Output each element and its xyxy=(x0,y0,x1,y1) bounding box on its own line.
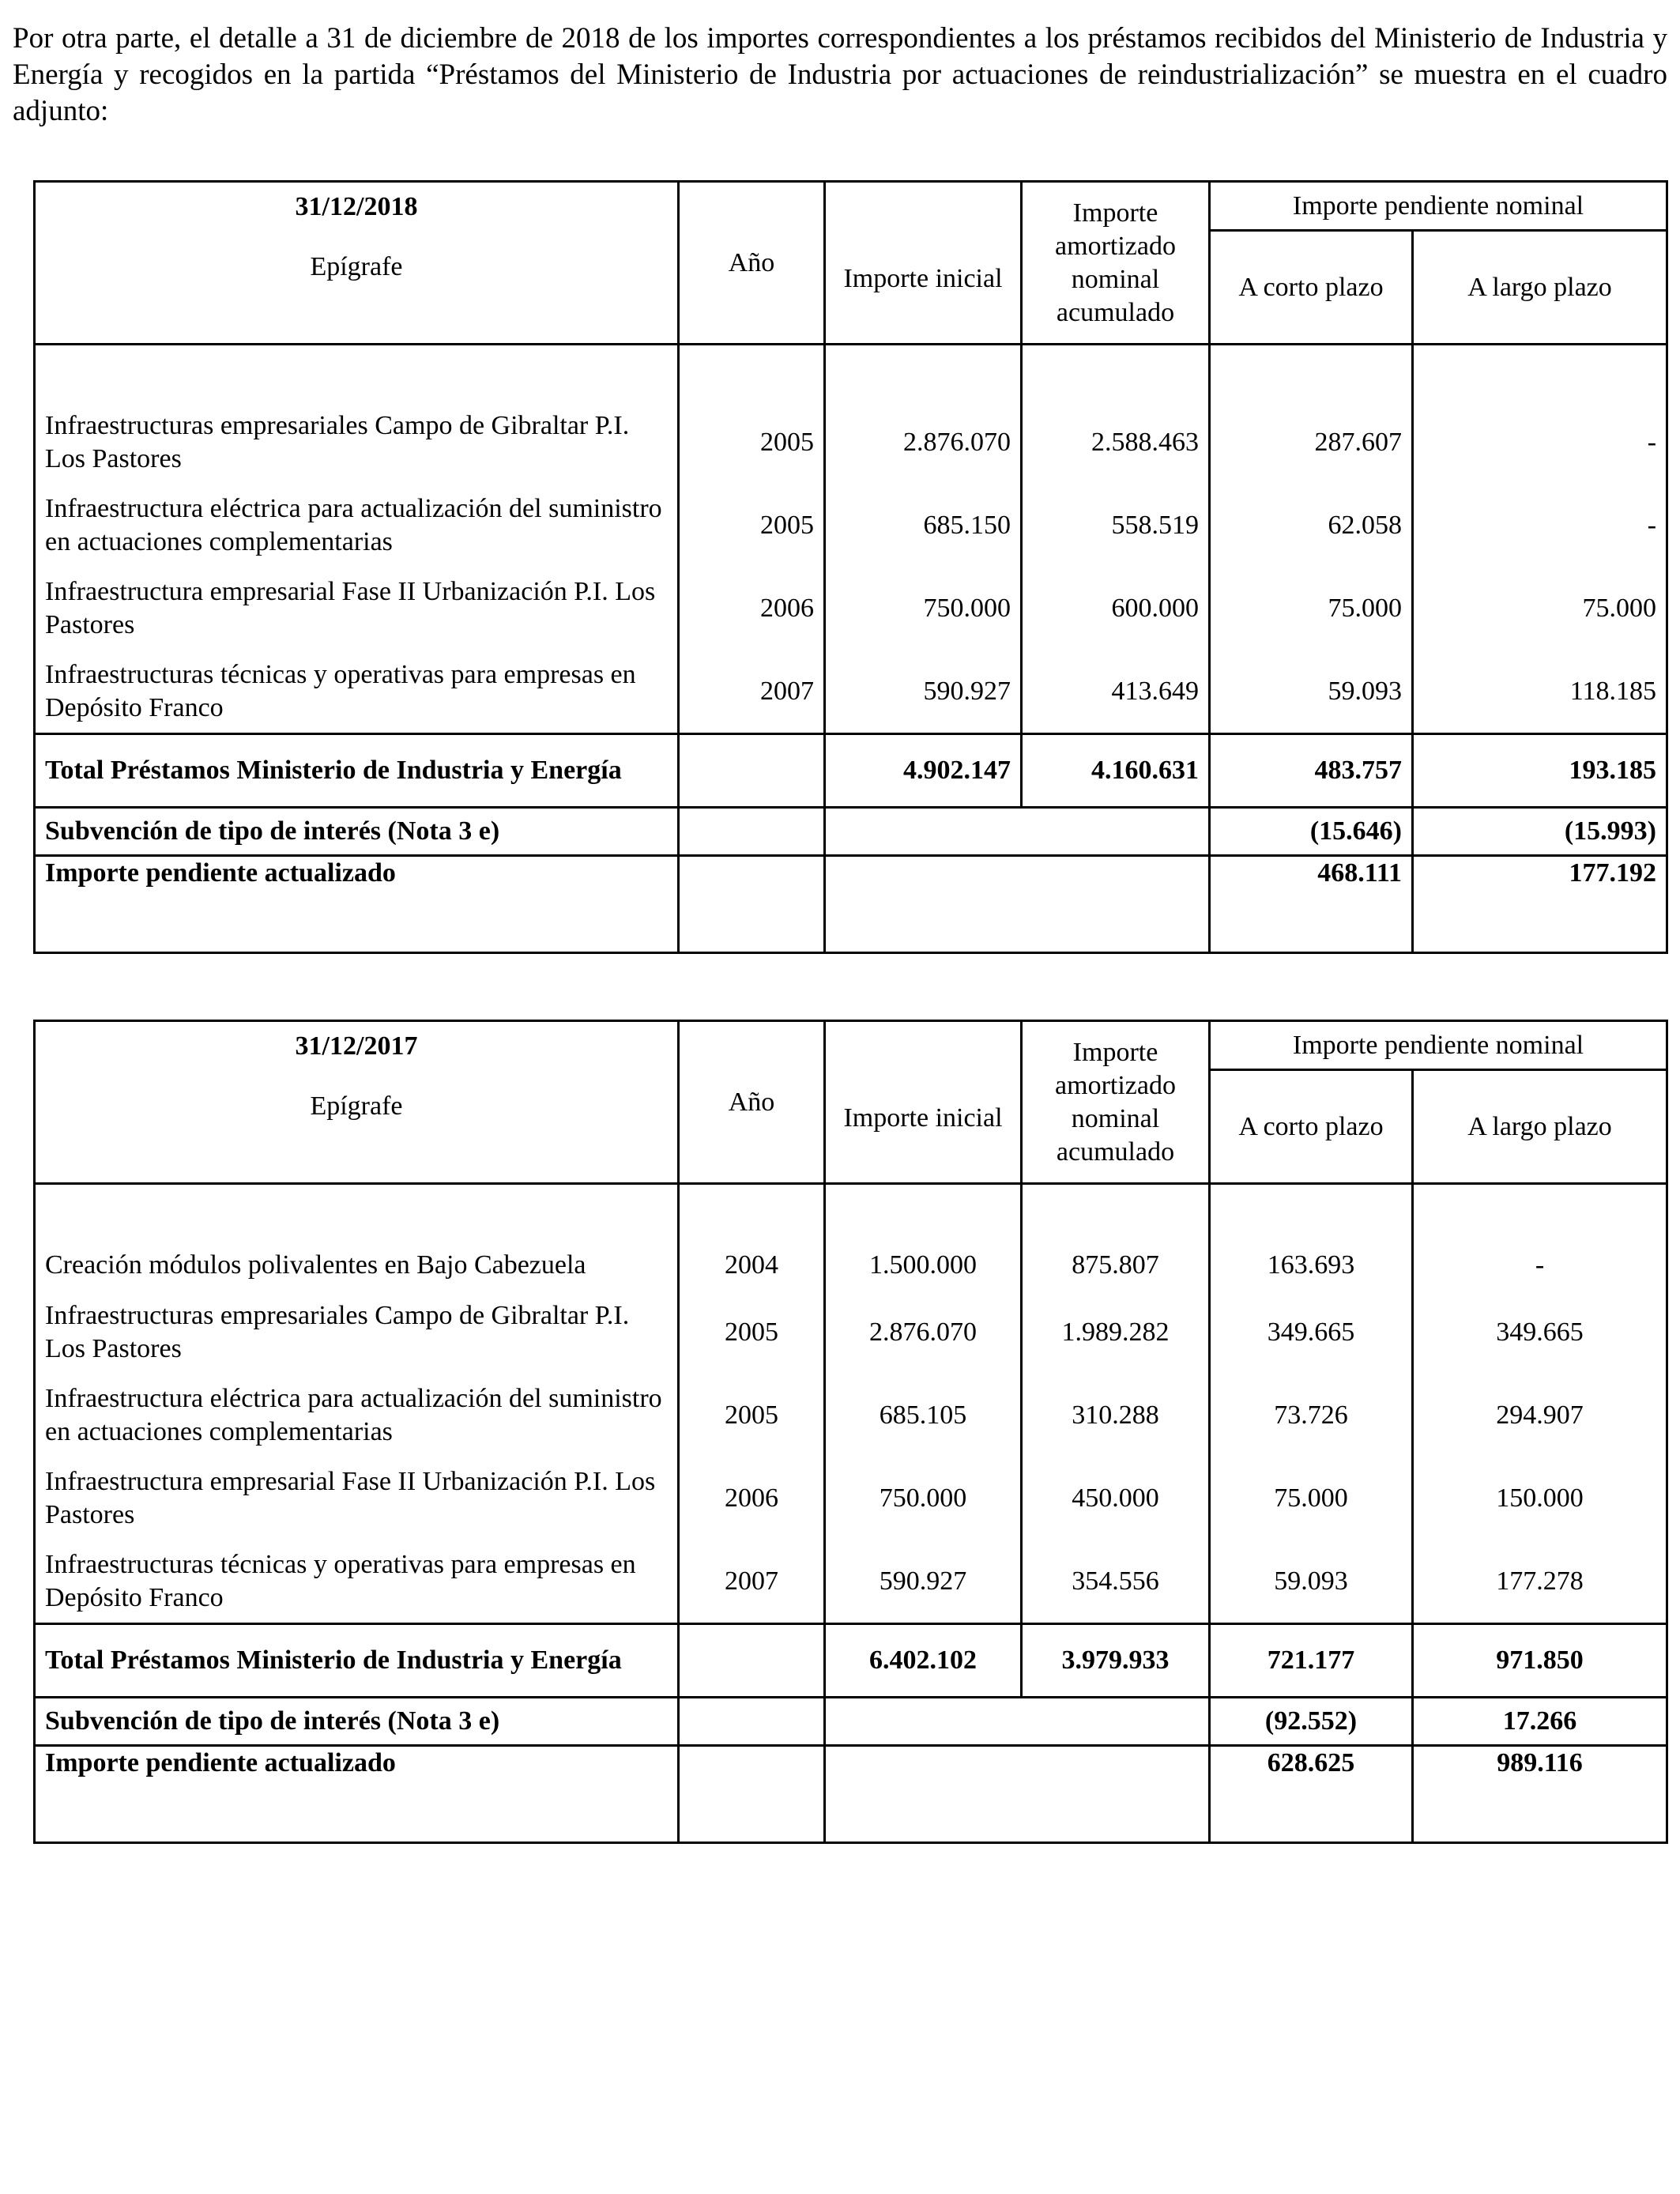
total-amortizado: 4.160.631 xyxy=(1022,734,1210,808)
table-row xyxy=(35,1291,1667,1374)
row-corto: 287.607 xyxy=(1210,401,1413,484)
row-corto: 59.093 xyxy=(1210,650,1413,734)
row-anio: 2007 xyxy=(679,650,825,734)
row-inicial: 2.876.070 xyxy=(825,401,1022,484)
row-corto: 59.093 xyxy=(1210,1540,1413,1624)
subvencion-anio-empty xyxy=(679,808,825,856)
total-anio-empty xyxy=(679,734,825,808)
row-amortizado: 600.000 xyxy=(1022,567,1210,650)
subvencion-row xyxy=(35,808,1667,856)
actualizado-anio-empty xyxy=(679,1746,825,1843)
total-corto: 483.757 xyxy=(1210,734,1413,808)
table-row xyxy=(35,484,1667,567)
intro-paragraph: Por otra parte, el detalle a 31 de diciembre de 2018 de los importes correspondientes a los préstamos recibidos del Ministerio de Industria y Energía y recogidos en la partida “Préstamos del Ministerio de Industria por actuaciones de reindustrialización” se muestra en el cuadro adjunto: xyxy=(13,22,1667,127)
row-anio: 2005 xyxy=(679,401,825,484)
row-anio: 2005 xyxy=(679,1291,825,1374)
actualizado-corto: 628.625 xyxy=(1210,1746,1413,1843)
subvencion-largo: (15.993) xyxy=(1413,808,1667,856)
row-corto: 349.665 xyxy=(1210,1291,1413,1374)
total-amortizado: 3.979.933 xyxy=(1022,1624,1210,1698)
row-corto: 73.726 xyxy=(1210,1374,1413,1457)
row-corto: 62.058 xyxy=(1210,484,1413,567)
total-corto: 721.177 xyxy=(1210,1624,1413,1698)
row-amortizado: 413.649 xyxy=(1022,650,1210,734)
table-row xyxy=(35,650,1667,734)
row-inicial: 685.105 xyxy=(825,1374,1022,1457)
row-largo: - xyxy=(1413,484,1667,567)
subvencion-largo: 17.266 xyxy=(1413,1698,1667,1746)
header-epigrafe: Epígrafe xyxy=(310,1091,403,1121)
header-anio: Año xyxy=(679,1021,825,1184)
row-anio: 2007 xyxy=(679,1540,825,1624)
row-amortizado: 558.519 xyxy=(1022,484,1210,567)
row-anio: 2005 xyxy=(679,484,825,567)
row-epigrafe: Infraestructura empresarial Fase II Urbanización P.I. Los Pastores xyxy=(35,1457,679,1540)
row-largo: - xyxy=(1413,1240,1667,1291)
header-date-epigrafe xyxy=(35,182,679,345)
table-row xyxy=(35,1374,1667,1457)
header-importe-amortizado: Importe amortizado nominal acumulado xyxy=(1022,1021,1210,1184)
actualizado-merged-empty xyxy=(825,856,1210,953)
header-importe-inicial: Importe inicial xyxy=(825,182,1022,345)
subvencion-merged-empty xyxy=(825,1698,1210,1746)
actualizado-largo: 177.192 xyxy=(1413,856,1667,953)
total-largo: 193.185 xyxy=(1413,734,1667,808)
row-corto: 75.000 xyxy=(1210,1457,1413,1540)
row-largo: 118.185 xyxy=(1413,650,1667,734)
row-inicial: 750.000 xyxy=(825,1457,1022,1540)
subvencion-merged-empty xyxy=(825,808,1210,856)
loans-table-2018 xyxy=(33,180,1668,954)
row-largo: - xyxy=(1413,401,1667,484)
header-importe-pendiente: Importe pendiente nominal xyxy=(1210,182,1667,231)
actualizado-row xyxy=(35,1746,1667,1843)
table-date: 31/12/2018 xyxy=(295,192,418,221)
total-row xyxy=(35,734,1667,808)
row-epigrafe: Infraestructura eléctrica para actualización del suministro en actuaciones complementarias xyxy=(35,484,679,567)
actualizado-row xyxy=(35,856,1667,953)
table-row xyxy=(35,567,1667,650)
subvencion-label: Subvención de tipo de interés (Nota 3 e) xyxy=(35,1698,679,1746)
row-epigrafe: Infraestructuras técnicas y operativas para empresas en Depósito Franco xyxy=(35,1540,679,1624)
row-anio: 2006 xyxy=(679,567,825,650)
subvencion-anio-empty xyxy=(679,1698,825,1746)
row-inicial: 1.500.000 xyxy=(825,1240,1022,1291)
row-inicial: 685.150 xyxy=(825,484,1022,567)
actualizado-anio-empty xyxy=(679,856,825,953)
row-amortizado: 875.807 xyxy=(1022,1240,1210,1291)
header-importe-amortizado: Importe amortizado nominal acumulado xyxy=(1022,182,1210,345)
subvencion-corto: (15.646) xyxy=(1210,808,1413,856)
total-label: Total Préstamos Ministerio de Industria y Energía xyxy=(35,1624,679,1698)
row-corto: 75.000 xyxy=(1210,567,1413,650)
actualizado-label: Importe pendiente actualizado xyxy=(35,1746,679,1843)
header-epigrafe: Epígrafe xyxy=(310,252,403,281)
row-epigrafe: Creación módulos polivalentes en Bajo Cabezuela xyxy=(35,1240,679,1291)
row-amortizado: 2.588.463 xyxy=(1022,401,1210,484)
row-largo: 150.000 xyxy=(1413,1457,1667,1540)
row-epigrafe: Infraestructura empresarial Fase II Urbanización P.I. Los Pastores xyxy=(35,567,679,650)
row-epigrafe: Infraestructura eléctrica para actualización del suministro en actuaciones complementarias xyxy=(35,1374,679,1457)
header-largo-plazo: A largo plazo xyxy=(1413,231,1667,345)
table-row xyxy=(35,1540,1667,1624)
row-inicial: 590.927 xyxy=(825,650,1022,734)
actualizado-corto: 468.111 xyxy=(1210,856,1413,953)
total-largo: 971.850 xyxy=(1413,1624,1667,1698)
row-largo: 75.000 xyxy=(1413,567,1667,650)
total-anio-empty xyxy=(679,1624,825,1698)
row-corto: 163.693 xyxy=(1210,1240,1413,1291)
actualizado-largo: 989.116 xyxy=(1413,1746,1667,1843)
row-inicial: 590.927 xyxy=(825,1540,1022,1624)
total-inicial: 4.902.147 xyxy=(825,734,1022,808)
row-anio: 2005 xyxy=(679,1374,825,1457)
subvencion-row xyxy=(35,1698,1667,1746)
row-anio: 2004 xyxy=(679,1240,825,1291)
row-largo: 349.665 xyxy=(1413,1291,1667,1374)
row-largo: 294.907 xyxy=(1413,1374,1667,1457)
total-row xyxy=(35,1624,1667,1698)
table-row xyxy=(35,1240,1667,1291)
loans-table-2017 xyxy=(33,1020,1668,1844)
row-epigrafe: Infraestructuras empresariales Campo de Gibraltar P.I. Los Pastores xyxy=(35,1291,679,1374)
row-amortizado: 450.000 xyxy=(1022,1457,1210,1540)
subvencion-label: Subvención de tipo de interés (Nota 3 e) xyxy=(35,808,679,856)
header-importe-inicial: Importe inicial xyxy=(825,1021,1022,1184)
row-epigrafe: Infraestructuras técnicas y operativas para empresas en Depósito Franco xyxy=(35,650,679,734)
subvencion-corto: (92.552) xyxy=(1210,1698,1413,1746)
row-amortizado: 354.556 xyxy=(1022,1540,1210,1624)
table-row xyxy=(35,401,1667,484)
row-largo: 177.278 xyxy=(1413,1540,1667,1624)
row-inicial: 750.000 xyxy=(825,567,1022,650)
header-anio: Año xyxy=(679,182,825,345)
header-importe-pendiente: Importe pendiente nominal xyxy=(1210,1021,1667,1070)
header-date-epigrafe xyxy=(35,1021,679,1184)
table-row xyxy=(35,1457,1667,1540)
header-largo-plazo: A largo plazo xyxy=(1413,1070,1667,1184)
row-amortizado: 1.989.282 xyxy=(1022,1291,1210,1374)
row-amortizado: 310.288 xyxy=(1022,1374,1210,1457)
actualizado-label: Importe pendiente actualizado xyxy=(35,856,679,953)
header-corto-plazo: A corto plazo xyxy=(1210,231,1413,345)
total-label: Total Préstamos Ministerio de Industria y Energía xyxy=(35,734,679,808)
row-anio: 2006 xyxy=(679,1457,825,1540)
total-inicial: 6.402.102 xyxy=(825,1624,1022,1698)
row-inicial: 2.876.070 xyxy=(825,1291,1022,1374)
header-corto-plazo: A corto plazo xyxy=(1210,1070,1413,1184)
actualizado-merged-empty xyxy=(825,1746,1210,1843)
table-date: 31/12/2017 xyxy=(295,1031,418,1061)
row-epigrafe: Infraestructuras empresariales Campo de Gibraltar P.I. Los Pastores xyxy=(35,401,679,484)
